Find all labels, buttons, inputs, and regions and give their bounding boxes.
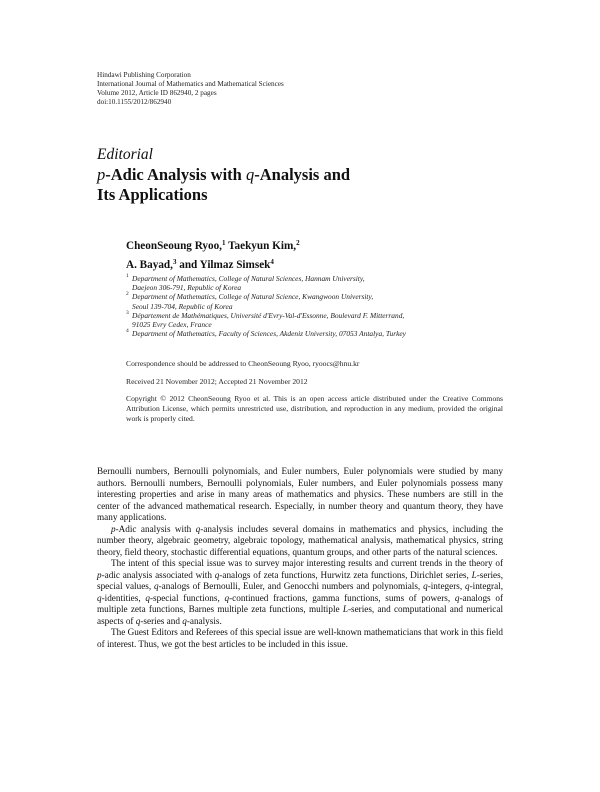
math-var: q bbox=[145, 592, 150, 603]
article-title bbox=[97, 165, 437, 205]
math-var: L bbox=[471, 569, 477, 580]
received-dates: Received 21 November 2012; Accepted 21 November 2012 bbox=[126, 377, 308, 386]
author-affil-mark: 1 bbox=[221, 239, 226, 247]
affiliation-item bbox=[126, 274, 506, 292]
affiliation-line: Department of Mathematics, College of Natural Science, Kwangwoon University, bbox=[132, 292, 374, 302]
affiliation-item bbox=[126, 292, 506, 310]
affiliation-number: 4 bbox=[126, 328, 129, 335]
publisher-line: Hindawi Publishing Corporation bbox=[97, 71, 191, 79]
math-var: p bbox=[111, 523, 116, 534]
article-type-label: Editorial bbox=[97, 146, 153, 163]
text-run: -integral, bbox=[469, 581, 504, 591]
body-paragraph bbox=[97, 558, 503, 627]
author-name: A. Bayad, bbox=[126, 258, 173, 271]
correspondence-note: Correspondence should be addressed to CheonSeoung Ryoo, ryoocs@hnu.kr bbox=[126, 359, 360, 368]
affiliation-line: Département de Mathématiques, Université d'Evry-Val-d'Essonne, Boulevard F. Mitterrand, bbox=[132, 310, 405, 320]
author-list bbox=[126, 236, 446, 273]
text-run: -analogs of Bernoulli, Euler, and Genocchi numbers and polynomials, bbox=[158, 581, 424, 591]
body-paragraph: p-Adic analysis with q-analysis includes several domains in mathematics and physics, including the number theory, algebraic geometry, algebraic topology, mathematical analysis, mathematical physics, string theory, field theory, stochastic differential equations, quantum groups, and other parts of the natural sciences. bbox=[97, 523, 503, 557]
author-affil-mark: 4 bbox=[270, 257, 274, 266]
doi-line[interactable]: doi:10.1155/2012/862940 bbox=[97, 98, 172, 106]
math-var: q bbox=[214, 569, 220, 580]
title-q: q bbox=[245, 165, 255, 184]
text-run: -series, and computational and numerical aspects of bbox=[97, 604, 503, 626]
journal-name: International Journal of Mathematics and Mathematical Sciences bbox=[97, 80, 284, 88]
author-name: CheonSeoung Ryoo, bbox=[126, 240, 222, 252]
math-var: q bbox=[154, 581, 159, 591]
body-paragraph: Bernoulli numbers, Bernoulli polynomials, and Euler numbers, Euler polynomials were studied by many authors. Bernoulli numbers, Bernoulli polynomials, Euler numbers, and Euler polynomials possess many interesting properties and arise in many areas of mathematics and physics. These numbers are still in the center of the advanced mathematical research. Especially, in number theory and quantum theory, they have many applications. bbox=[97, 466, 503, 522]
text-run: -adic analysis associated with bbox=[101, 569, 215, 580]
journal-header bbox=[97, 71, 397, 107]
affiliation-line: Department of Mathematics, College of Natural Sciences, Hannam University, bbox=[132, 274, 365, 283]
math-var: q bbox=[465, 581, 470, 591]
copyright-notice: Copyright © 2012 CheonSeoung Ryoo et al. This is an open access article distributed under the Creative Commons Attribution License, which permits unrestricted use, distribution, and reproduction in any medium, provided the original work is properly cited. bbox=[126, 394, 503, 423]
affiliation-line: Daejeon 306-791, Republic of Korea bbox=[132, 283, 242, 293]
affiliation-line: 91025 Evry Cedex, France bbox=[132, 320, 212, 330]
math-var: q bbox=[97, 592, 102, 603]
author-name: Taekyun Kim, bbox=[228, 240, 297, 252]
affiliation-item bbox=[126, 329, 506, 338]
text-run: -analogs of multiple zeta functions, Barnes multiple zeta functions, multiple bbox=[97, 592, 503, 614]
affiliation-number: 3 bbox=[126, 309, 129, 316]
affiliation-line: Department of Mathematics, Faculty of Sciences, Akdeniz University, 07053 Antalya, Turkey bbox=[132, 329, 406, 339]
body-paragraph: The Guest Editors and Referees of this special issue are well-known mathematicians that work in this field of interest. Thus, we got the best articles to be included in this issue. bbox=[97, 627, 503, 649]
affiliation-number: 2 bbox=[126, 291, 129, 298]
affiliation-number: 1 bbox=[126, 273, 129, 279]
text-run: -series and bbox=[140, 615, 183, 626]
affiliation-item bbox=[126, 311, 506, 329]
author-name: and Yilmaz Simsek bbox=[179, 258, 271, 271]
title-line2: Its Applications bbox=[97, 185, 208, 204]
title-part2: -Analysis and bbox=[254, 165, 351, 184]
text-run: -integers, bbox=[427, 581, 465, 591]
math-var: p bbox=[97, 569, 102, 580]
affiliations bbox=[126, 274, 506, 338]
author-affil-mark: 3 bbox=[172, 257, 177, 266]
text-run: The intent of this special issue was to survey major interesting results and current trends in the theory of bbox=[111, 558, 503, 568]
math-var: q bbox=[195, 523, 201, 534]
math-var: q bbox=[224, 592, 230, 603]
math-var: L bbox=[342, 604, 348, 614]
math-var: q bbox=[182, 615, 187, 626]
author-affil-mark: 2 bbox=[296, 239, 300, 247]
title-part1: -Adic Analysis with bbox=[105, 165, 246, 184]
text-run: -analysis. bbox=[186, 615, 222, 626]
article-body bbox=[97, 466, 503, 650]
math-var: q bbox=[135, 615, 141, 626]
volume-line: Volume 2012, Article ID 862940, 2 pages bbox=[97, 89, 217, 97]
math-var: q bbox=[454, 592, 460, 603]
text-run: -identities, bbox=[101, 592, 146, 603]
math-var: q bbox=[423, 581, 428, 591]
text-run: -special functions, bbox=[149, 592, 225, 603]
text-run: -continued fractions, gamma functions, sums of powers, bbox=[229, 592, 455, 603]
title-p: p bbox=[97, 165, 106, 184]
text-run: -analogs of zeta functions, Hurwitz zeta functions, Dirichlet series, bbox=[219, 569, 472, 580]
affiliation-line: Seoul 139-704, Republic of Korea bbox=[132, 301, 233, 311]
text-run: -series, special values, bbox=[97, 569, 503, 591]
